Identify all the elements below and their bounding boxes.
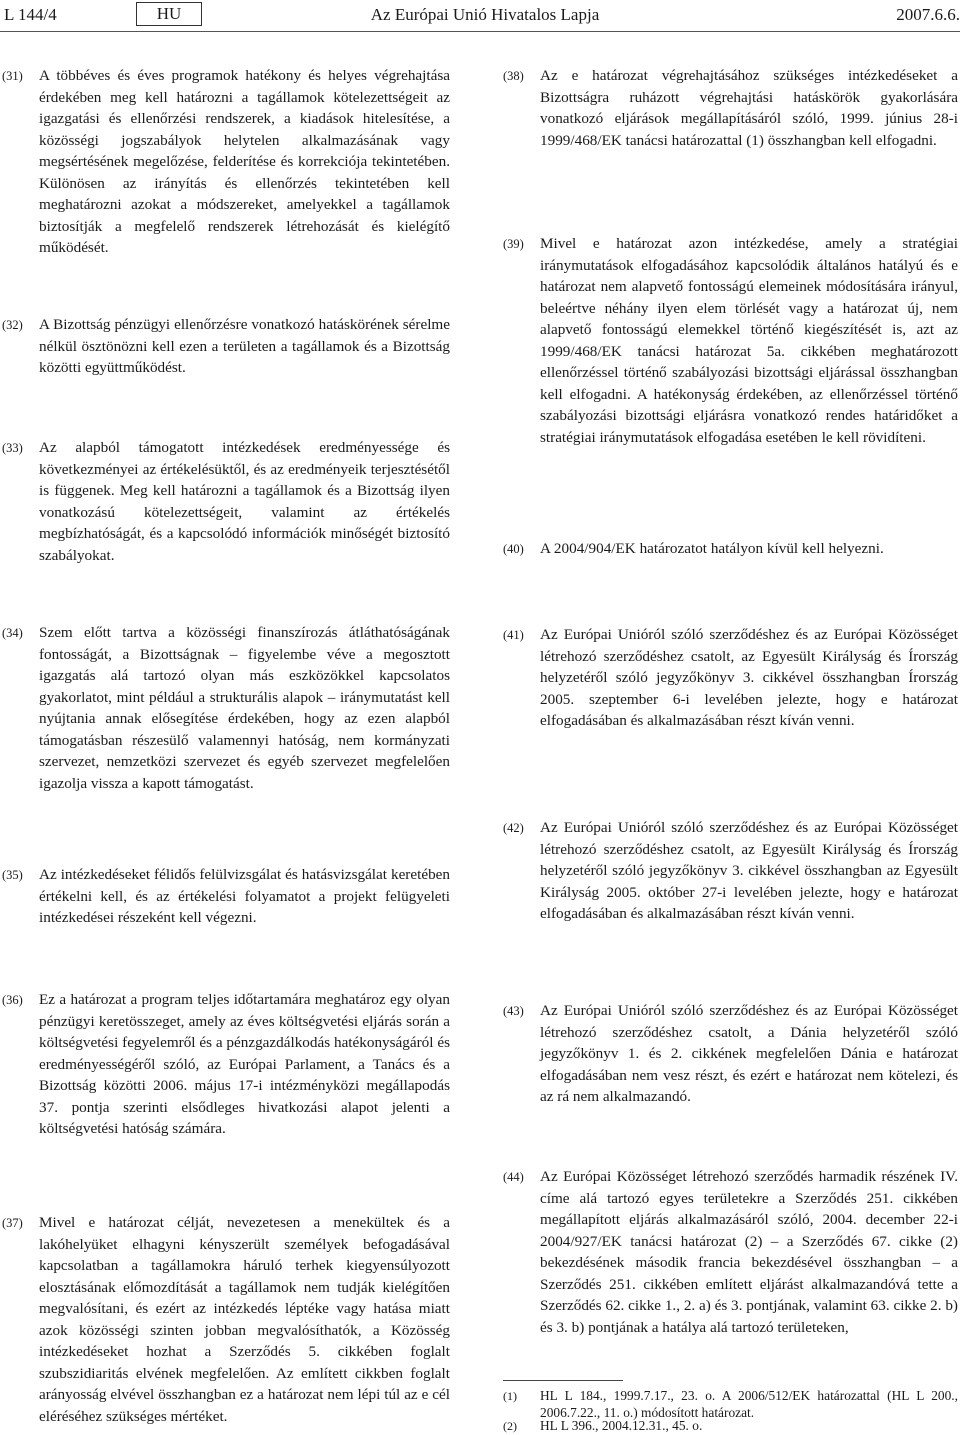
recital-31 [2, 65, 450, 259]
recital-text: A Bizottság pénzügyi ellenőrzésre vonatkozó hatáskörének sérelme nélkül ösztönözni kell ezen a területen a tagállamok és a Bizottság közötti együttműködést. [39, 316, 450, 376]
footnote-rule [503, 1380, 623, 1381]
recital-33 [2, 437, 450, 566]
recital-34 [2, 622, 450, 794]
footnote-text: HL L 184., 1999.7.17., 23. o. A 2006/512/EK határozattal (HL L 200., 2006.7.22., 11. o.) módosított határozat. [540, 1388, 958, 1420]
recital-text: Mivel e határozat célját, nevezetesen a menekültek és a lakóhelyüket elhagyni kényszerült személyek befogadásával kapcsolatban a tagállamokra háruló terhek kiegyensúlyozott elosztásának előmozdítását a tagállamok nem tudják kielégítően megvalósítani, és ezért az intézkedés léptéke vagy hatása miatt azok közösségi szinten jobban megvalósíthatók, a Közösség intézkedéseket hozhat a Szerződés 5. cikkében foglalt szubszidiaritás elvének megfelelően. Az említett cikkben foglalt arányosság elvével összhangban ez a határozat nem lépi túl az e cél eléréséhez szükséges mértéket. [39, 1214, 450, 1425]
footnote-text: HL L 396., 2004.12.31., 45. o. [540, 1418, 703, 1433]
recital-text: Az intézkedéseket félidős felülvizsgálat és hatásvizsgálat keretében értékelni kell, és az értékelési folyamatot a projekt felügyeleti intézkedései részeként kell végezni. [39, 866, 450, 926]
recital-number: (34) [2, 626, 23, 640]
recital-number: (39) [503, 237, 524, 251]
recital-text: Szem előtt tartva a közösségi finanszírozás átláthatóságának fontosságát, a Bizottságnak – figyelembe véve a megosztott igazgatás alá tartozó olyan más eszközökkel kapcsolatos gyakorlatot, mint például a strukturális alapok – iránymutatást kell nyújtania annak elősegítése érdekében, hogy az ezen alapból támogatásban részesülő valamennyi hatóság, nem kormányzati szervezet, nemzetközi szervezet és egyéb szervezet megfelelően igazolja vissza a kapott támogatást. [39, 624, 450, 792]
recital-39 [503, 233, 958, 448]
footnote-number: (1) [503, 1389, 517, 1403]
recital-37 [2, 1212, 450, 1427]
recital-text: Ez a határozat a program teljes időtartamára meghatároz egy olyan pénzügyi keretösszeget, amely az éves költségvetési eljárás során a költségvetési fegyelemről és a pénzgazdálkodás hatékonyságáról és eredményességéről szóló, az Európai Parlament, a Tanács és a Bizottság közötti 2006. május 17-i intézményközi megállapodás 37. pontja szerinti elsődleges hivatkozási alapot jelenti a költségvetési hatóság számára. [39, 991, 450, 1137]
recital-number: (33) [2, 441, 23, 455]
page-reference: L 144/4 [4, 5, 57, 24]
footnote-number: (2) [503, 1419, 517, 1433]
recital-text: Az Európai Közösséget létrehozó szerződés harmadik részének IV. címe alá tartozó egyes területekre a Szerződés 251. cikkében megállapított eljárás alkalmazásáról szóló, 2004. december 22-i 2004/927/EK tanácsi határozat (2) – a Szerződés 67. cikke (2) bekezdésének második francia bekezdésével összhangban – a Szerződés 251. cikkében említett eljárást alkalmazandóvá tette a Szerződés 62. cikke 1., 2. a) és 3. pontjának, valamint 63. cikke 2. b) és 3. b) pontjának a hatálya alá tartozó területeken, [540, 1168, 958, 1336]
recital-43 [503, 1000, 958, 1108]
recital-36 [2, 989, 450, 1140]
recital-44 [503, 1166, 958, 1338]
recital-40 [503, 538, 958, 560]
recital-number: (42) [503, 821, 524, 835]
recital-number: (40) [503, 542, 524, 556]
recital-35 [2, 864, 450, 929]
recital-text: Mivel e határozat azon intézkedése, amely a stratégiai iránymutatások elfogadásához kapcsolódik általános hatályú és e határozat nem alapvető fontosságú elemeinek módosítására irányul, beleértve néhány ilyen elem törlését vagy a határozat új, nem alapvető fontosságú elemekkel történő kiegészítését is, azt az 1999/468/EK tanácsi határozat 5a. cikkében meghatározott ellenőrzéssel történő szabályozási bizottsági eljárással összhangban kell elfogadni. A hatékonyság érdekében, az ellenőrzéssel történő szabályozási bizottsági eljárásra vonatkozó rendes határidőket a stratégiai iránymutatások elfogadása esetében le kell rövidíteni. [540, 235, 958, 446]
recital-text: Az alapból támogatott intézkedések eredményessége és következményei az értékelésüktől, és az eredményeik terjesztésétől is függenek. Meg kell határozni a tagállamok és a Bizottság ilyen vonatkozású kötelezettségeit, valamint az értékelés megbízhatóságát, és a kapcsolódó információk minőségét biztosító szabályokat. [39, 439, 450, 564]
recital-38 [503, 65, 958, 151]
recital-number: (43) [503, 1004, 524, 1018]
recital-number: (35) [2, 868, 23, 882]
recital-number: (41) [503, 628, 524, 642]
recital-text: Az Európai Unióról szóló szerződéshez és az Európai Közösséget létrehozó szerződéshez csatolt, a Dánia helyzetéről szóló jegyzőkönyv 1. és 2. cikkének megfelelően Dánia e határozat elfogadásában nem vesz részt, és ezért e határozat nem kötelezi, és az rá nem alkalmazandó. [540, 1002, 958, 1105]
recital-number: (37) [2, 1216, 23, 1230]
language-badge: HU [136, 2, 202, 26]
recital-text: A többéves és éves programok hatékony és helyes végrehajtása érdekében meg kell határozni a tagállamok kötelezettségeit az igazgatási és ellenőrzési rendszerek, a kiadások hitelesítése, a közösségi jogszabályok helytelen alkalmazásának vagy megsértésének megelőzése, felderítése és korrekciója tekintetében. Különösen az irányítás és ellenőrzés tekintetében kell meghatározni azokat a módszereket, amelyekkel a tagállamok biztosítják a megfelelő rendszerek létrehozását és kielégítő működését. [39, 67, 450, 256]
page-header [0, 0, 960, 30]
recital-number: (31) [2, 69, 23, 83]
recital-32 [2, 314, 450, 379]
recital-number: (38) [503, 69, 524, 83]
recital-number: (32) [2, 318, 23, 332]
recital-41 [503, 624, 958, 732]
recital-text: Az e határozat végrehajtásához szükséges intézkedéseket a Bizottságra ruházott végrehajtási hatáskörök gyakorlására vonatkozó eljárások megállapításáról szóló, 1999. június 28-i 1999/468/EK tanácsi határozattal (1) összhangban kell elfogadni. [540, 67, 958, 149]
publication-date: 2007.6.6. [896, 5, 960, 24]
recital-text: A 2004/904/EK határozatot hatályon kívül kell helyezni. [540, 540, 884, 557]
recital-text: Az Európai Unióról szóló szerződéshez és az Európai Közösséget létrehozó szerződéshez csatolt, az Egyesült Királyság és Írország helyzetéről szóló jegyzőkönyv 3. cikkével összhangban Írország 2005. szeptember 6-i levelében jelezte, hogy e határozat elfogadásában és alkalmazásában részt kíván venni. [540, 626, 958, 729]
recital-number: (44) [503, 1170, 524, 1184]
footnote-1 [503, 1388, 958, 1421]
recital-text: Az Európai Unióról szóló szerződéshez és az Európai Közösséget létrehozó szerződéshez csatolt, az Egyesült Királyság és Írország helyzetéről szóló jegyzőkönyv 3. cikkével összhangban az Egyesült Királyság 2005. október 27-i levelében jelezte, hogy e határozat elfogadásában és alkalmazásában részt kíván venni. [540, 819, 958, 922]
recital-42 [503, 817, 958, 925]
header-rule [0, 31, 960, 32]
footnote-2 [503, 1418, 958, 1435]
journal-title: Az Európai Unió Hivatalos Lapja [370, 5, 600, 24]
recital-number: (36) [2, 993, 23, 1007]
